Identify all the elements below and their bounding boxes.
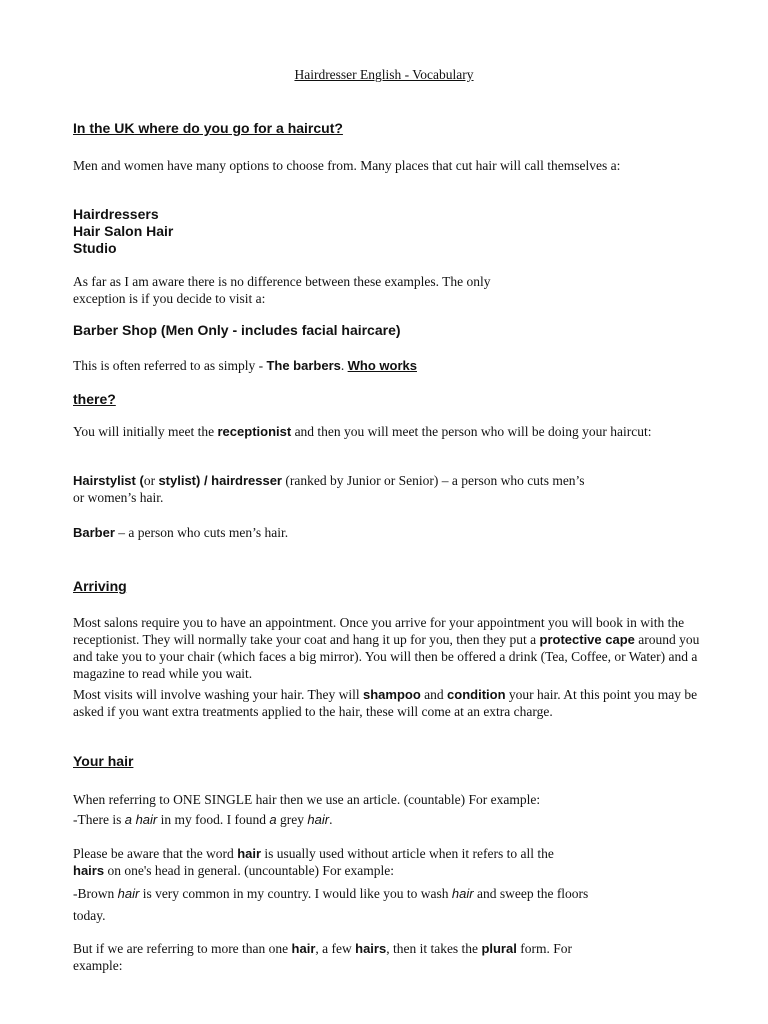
heading-arriving-text: Arriving — [73, 578, 127, 594]
heading-barber-shop: Barber Shop (Men Only - includes facial haircare) — [73, 322, 401, 338]
bold-term: shampoo — [363, 687, 421, 702]
text-span: , then it takes the — [386, 941, 482, 956]
paragraph-single-hair: When referring to ONE SINGLE hair then we use an article. (countable) For example: — [73, 792, 541, 807]
text-span: . — [329, 812, 333, 827]
bold-term: Hairstylist ( — [73, 473, 144, 488]
paragraph-hairstylist — [73, 472, 703, 506]
text-span: Please be aware that the word — [73, 846, 238, 861]
bold-term: plural — [481, 941, 517, 956]
text-span: around you and take you to your chair (which faces a big mirror). You will then be offered a drink (Tea, Coffee, or Water) and a magazine to read while you wait. — [73, 632, 700, 681]
italic-term: a hair — [124, 812, 158, 827]
text-span: and sweep the floors — [473, 886, 589, 901]
italic-term: a — [269, 812, 277, 827]
paragraph-barber-definition — [73, 524, 703, 541]
text-span: and then you will meet the person who will be doing your haircut: — [291, 424, 652, 439]
document-title: Hairdresser English - Vocabulary — [294, 67, 474, 82]
heading-your-hair-text: Your hair — [73, 753, 134, 769]
text-span: on one's head in general. (uncountable) For example: — [104, 863, 395, 878]
heading-who-works: Who works — [347, 358, 417, 373]
text-span: This is often referred to as simply - — [73, 358, 267, 373]
text-span: and — [420, 687, 448, 702]
text-span: grey — [276, 812, 308, 827]
bold-term: hair — [237, 846, 262, 861]
text-span: – a person who cuts men’s hair. — [114, 525, 289, 540]
text-span: But if we are referring to more than one — [73, 941, 292, 956]
salon-name: Hairdressers — [73, 206, 159, 222]
example-countable — [73, 811, 703, 828]
text-span: Most salons require you to have an appointment. Once you arrive for your appointment you will book in with the receptionist. They will normally take your coat and hang it up for you, then they put a — [73, 615, 685, 647]
heading-there-text: there? — [73, 391, 116, 407]
text-span: is usually used without article when it refers to all the — [261, 846, 554, 861]
salon-names-list — [73, 206, 703, 257]
italic-term: hair — [451, 886, 474, 901]
text-line: today. — [73, 908, 106, 923]
heading-there — [73, 391, 703, 408]
paragraph-no-difference — [73, 273, 703, 307]
paragraph-barbers — [73, 357, 703, 374]
text-line: exception is if you decide to visit a: — [73, 291, 266, 306]
heading-uk-part: In the UK — [73, 120, 135, 136]
bold-term: The barbers — [266, 358, 341, 373]
text-span: You will initially meet the — [73, 424, 218, 439]
text-line: As far as I am aware there is no difference between these examples. The only — [73, 274, 491, 289]
text-span: is very common in my country. I would like you to wash — [139, 886, 452, 901]
bold-term: hairs — [73, 863, 105, 878]
bold-term: protective cape — [539, 632, 635, 647]
text-span: (ranked by Junior or Senior) – a person who cuts men’s — [282, 473, 585, 488]
salon-name: Studio — [73, 240, 117, 256]
paragraph-options: Men and women have many options to choose from. Many places that cut hair will call themselves a: — [73, 158, 621, 173]
text-span: or — [143, 473, 159, 488]
text-span: your hair. At this point you may be asked if you want extra treatments applied to the hair, these will come at an extra charge. — [73, 687, 698, 719]
bold-term: condition — [447, 687, 506, 702]
text-line: example: — [73, 958, 123, 973]
example-uncountable — [73, 883, 703, 927]
bold-term: hairs — [355, 941, 387, 956]
paragraph-receptionist — [73, 423, 703, 440]
text-span: in my food. I found — [157, 812, 270, 827]
heading-your-hair — [73, 753, 703, 770]
heading-arriving — [73, 578, 703, 595]
paragraph-uncountable — [73, 845, 703, 879]
italic-term: hair — [307, 812, 330, 827]
text-span: -Brown — [73, 886, 118, 901]
text-span: form. For — [516, 941, 572, 956]
paragraph-plural — [73, 940, 703, 974]
bold-term: Barber — [73, 525, 115, 540]
italic-term: hair — [117, 886, 140, 901]
heading-question-part: where do you go for a haircut? — [134, 120, 343, 136]
bold-term: stylist) / hairdresser — [158, 473, 282, 488]
bold-term: receptionist — [217, 424, 292, 439]
bold-term: hair — [291, 941, 316, 956]
text-span: Most visits will involve washing your hair. They will — [73, 687, 363, 702]
salon-name: Hair Salon Hair — [73, 223, 174, 239]
heading-where-haircut — [73, 120, 703, 137]
paragraph-appointment — [73, 614, 703, 682]
text-span: , a few — [315, 941, 356, 956]
text-line: or women’s hair. — [73, 490, 164, 505]
paragraph-washing — [73, 686, 703, 720]
text-span: . — [340, 358, 348, 373]
text-span: -There is — [73, 812, 125, 827]
